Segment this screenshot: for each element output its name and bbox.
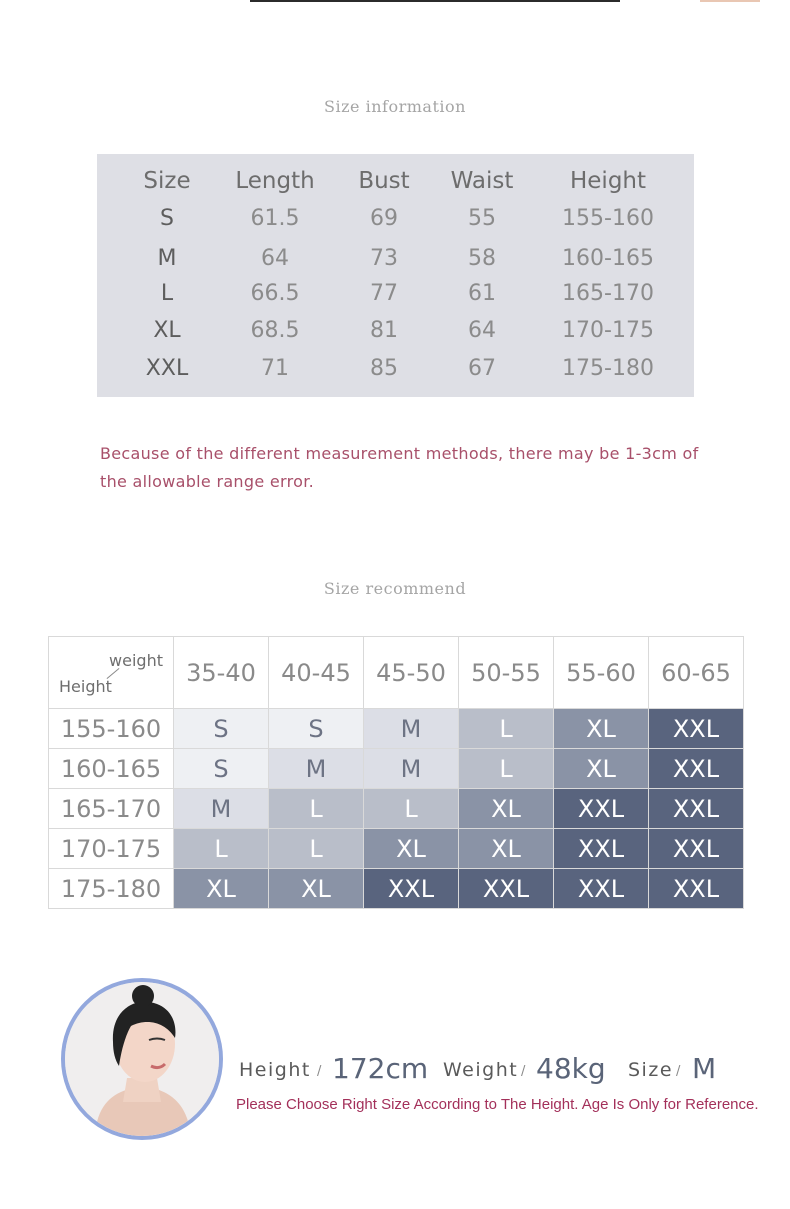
size-info-value-cell: 155-160 (562, 206, 654, 231)
height-row (49, 869, 744, 909)
size-info-value-cell: 73 (370, 246, 398, 271)
height-range-cell: 170-175 (49, 829, 174, 869)
size-info-value-cell: 55 (468, 206, 496, 231)
weight-range-header: 40-45 (269, 637, 364, 709)
model-height-label: Height (239, 1059, 311, 1081)
size-info-value-cell: 165-170 (562, 281, 654, 306)
weight-range-header: 55-60 (554, 637, 649, 709)
size-info-size-cell: XL (153, 318, 181, 343)
model-height-value: 172cm (332, 1052, 429, 1085)
recommended-size-cell: XL (269, 869, 364, 909)
height-separator: / (317, 1064, 322, 1079)
size-info-value-cell: 61 (468, 281, 496, 306)
recommended-size-cell: L (174, 829, 269, 869)
height-range-cell: 165-170 (49, 789, 174, 829)
size-info-value-cell: 81 (370, 318, 398, 343)
height-range-cell: 160-165 (49, 749, 174, 789)
recommended-size-cell: L (269, 789, 364, 829)
recommended-size-cell: M (269, 749, 364, 789)
height-row (49, 829, 744, 869)
size-info-value-cell: 77 (370, 281, 398, 306)
size-disclaimer: Please Choose Right Size According to The Height. Age Is Only for Reference. (236, 1096, 759, 1113)
model-weight-value: 48kg (536, 1052, 606, 1085)
weight-range-header: 60-65 (649, 637, 744, 709)
height-range-cell: 175-180 (49, 869, 174, 909)
recommended-size-cell: L (459, 749, 554, 789)
corner-weight-label: weight (109, 651, 163, 670)
recommended-size-cell: XXL (554, 869, 649, 909)
recommended-size-cell: L (269, 829, 364, 869)
size-info-value-cell: 61.5 (250, 206, 300, 231)
height-row (49, 749, 744, 789)
height-row (49, 789, 744, 829)
recommended-size-cell: XL (364, 829, 459, 869)
size-info-value-cell: 85 (370, 356, 398, 381)
size-info-value-cell: 68.5 (250, 318, 300, 343)
recommended-size-cell: XXL (649, 709, 744, 749)
size-info-value-cell: 69 (370, 206, 398, 231)
size-information-table (97, 154, 694, 397)
size-info-header: Height (569, 168, 647, 194)
recommended-size-cell: S (174, 749, 269, 789)
recommended-size-cell: XXL (554, 789, 649, 829)
recommended-size-cell: S (269, 709, 364, 749)
measurement-note: Because of the different measurement methods, there may be 1-3cm of the allowable range error. (100, 444, 699, 491)
recommended-size-cell: XXL (554, 829, 649, 869)
size-info-header: Length (235, 168, 315, 194)
recommended-size-cell: XXL (649, 789, 744, 829)
size-recommend-table (48, 636, 744, 909)
recommended-size-cell: XL (459, 789, 554, 829)
recommended-size-cell: M (364, 749, 459, 789)
size-info-value-cell: 64 (261, 246, 289, 271)
corner-height-label: Height (59, 677, 112, 696)
size-info-value-cell: 64 (468, 318, 496, 343)
corner-cell (49, 637, 174, 709)
size-information-title: Size information (324, 97, 466, 116)
top-image-edge-accent (700, 0, 760, 2)
recommended-size-cell: XL (459, 829, 554, 869)
weight-range-header: 45-50 (364, 637, 459, 709)
model-portrait-illustration (65, 982, 219, 1136)
recommended-size-cell: XXL (649, 829, 744, 869)
size-info-value-cell: 58 (468, 246, 496, 271)
model-weight-label: Weight (443, 1059, 519, 1081)
weight-header-row (49, 637, 744, 709)
size-separator: / (676, 1064, 681, 1079)
size-info-header: Size (143, 168, 191, 194)
size-info-header: Bust (358, 168, 410, 194)
size-info-size-cell: XXL (145, 356, 189, 381)
size-info-header: Waist (450, 168, 514, 194)
size-info-value-cell: 175-180 (562, 356, 654, 381)
model-size-value: M (692, 1052, 717, 1085)
size-info-value-cell: 67 (468, 356, 496, 381)
weight-range-header: 50-55 (459, 637, 554, 709)
height-row (49, 709, 744, 749)
weight-range-header: 35-40 (174, 637, 269, 709)
size-info-value-cell: 170-175 (562, 318, 654, 343)
top-image-edge (250, 0, 620, 2)
recommended-size-cell: XXL (649, 749, 744, 789)
size-info-value-cell: 66.5 (250, 281, 300, 306)
recommended-size-cell: XXL (649, 869, 744, 909)
size-info-size-cell: M (157, 246, 177, 271)
size-info-size-cell: L (160, 281, 174, 306)
recommended-size-cell: M (364, 709, 459, 749)
recommended-size-cell: XL (554, 709, 649, 749)
recommended-size-cell: XL (554, 749, 649, 789)
size-info-value-cell: 160-165 (562, 246, 654, 271)
recommended-size-cell: XXL (459, 869, 554, 909)
model-avatar (61, 978, 223, 1140)
model-size-label: Size (628, 1059, 674, 1081)
size-recommend-title: Size recommend (323, 579, 467, 598)
recommended-size-cell: L (364, 789, 459, 829)
recommended-size-cell: XL (174, 869, 269, 909)
recommended-size-cell: S (174, 709, 269, 749)
size-info-value-cell: 71 (261, 356, 289, 381)
size-info-size-cell: S (160, 206, 174, 231)
height-range-cell: 155-160 (49, 709, 174, 749)
recommended-size-cell: M (174, 789, 269, 829)
recommended-size-cell: XXL (364, 869, 459, 909)
weight-separator: / (521, 1064, 526, 1079)
recommended-size-cell: L (459, 709, 554, 749)
